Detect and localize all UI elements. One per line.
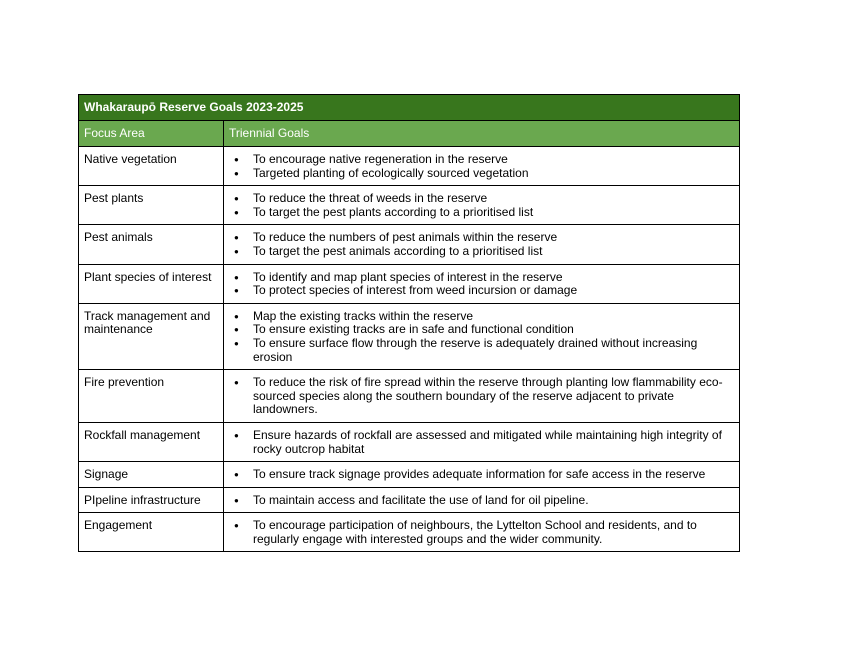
- table-title: Whakaraupō Reserve Goals 2023-2025: [79, 95, 740, 121]
- table-row: [79, 462, 740, 488]
- focus-area-cell: Pest plants: [79, 186, 224, 225]
- goal-list: [234, 519, 734, 546]
- focus-area-cell: Engagement: [79, 513, 224, 552]
- table-header-row: [79, 121, 740, 147]
- goal-item: ● To target the pest plants according to a prioritised list: [234, 206, 734, 220]
- focus-area-cell: Pest animals: [79, 225, 224, 264]
- goal-item: ● To target the pest animals according to a prioritised list: [234, 245, 734, 259]
- table-row: [79, 303, 740, 369]
- table-row: [79, 225, 740, 264]
- goal-list: [234, 271, 734, 298]
- table-title-row: [79, 95, 740, 121]
- goal-list: [234, 192, 734, 219]
- goal-item: ● To identify and map plant species of interest in the reserve: [234, 271, 734, 285]
- goals-cell: [224, 487, 740, 513]
- goals-cell: [224, 264, 740, 303]
- goal-list: [234, 376, 734, 417]
- table-row: [79, 513, 740, 552]
- goal-item: ● Ensure hazards of rockfall are assessed and mitigated while maintaining high integrity of rocky outcrop habitat: [234, 429, 734, 456]
- table-body: [79, 147, 740, 552]
- goal-list: [234, 494, 734, 508]
- header-focus-area: Focus Area: [79, 121, 224, 147]
- focus-area-cell: PIpeline infrastructure: [79, 487, 224, 513]
- goals-cell: [224, 147, 740, 186]
- table-row: [79, 370, 740, 423]
- table-row: [79, 264, 740, 303]
- goal-item: ● To protect species of interest from weed incursion or damage: [234, 284, 734, 298]
- goal-list: [234, 429, 734, 456]
- table-row: [79, 422, 740, 461]
- focus-area-cell: Native vegetation: [79, 147, 224, 186]
- goal-item: ● To maintain access and facilitate the use of land for oil pipeline.: [234, 494, 734, 508]
- focus-area-cell: Plant species of interest: [79, 264, 224, 303]
- goals-cell: [224, 186, 740, 225]
- header-triennial-goals: Triennial Goals: [224, 121, 740, 147]
- goal-item: ● To ensure track signage provides adequate information for safe access in the reserve: [234, 468, 734, 482]
- table-row: [79, 487, 740, 513]
- goals-cell: [224, 303, 740, 369]
- goals-cell: [224, 422, 740, 461]
- goal-item: ● To ensure surface flow through the reserve is adequately drained without increasing erosion: [234, 337, 734, 364]
- goal-item: ● To reduce the numbers of pest animals within the reserve: [234, 231, 734, 245]
- goals-cell: [224, 513, 740, 552]
- focus-area-cell: Track management and maintenance: [79, 303, 224, 369]
- goals-cell: [224, 370, 740, 423]
- focus-area-cell: Signage: [79, 462, 224, 488]
- goal-list: [234, 231, 734, 258]
- goal-item: ● To encourage native regeneration in the reserve: [234, 153, 734, 167]
- goals-cell: [224, 225, 740, 264]
- goal-item: ● To reduce the risk of fire spread within the reserve through planting low flammability eco-sourced species along the southern boundary of the reserve adjacent to private landowners.: [234, 376, 734, 417]
- table-row: [79, 186, 740, 225]
- goal-item: ● Targeted planting of ecologically sourced vegetation: [234, 167, 734, 181]
- goal-item: ● To ensure existing tracks are in safe and functional condition: [234, 323, 734, 337]
- table-row: [79, 147, 740, 186]
- goal-item: ● Map the existing tracks within the reserve: [234, 310, 734, 324]
- goals-cell: [224, 462, 740, 488]
- goal-list: [234, 468, 734, 482]
- goal-item: ● To reduce the threat of weeds in the reserve: [234, 192, 734, 206]
- focus-area-cell: Rockfall management: [79, 422, 224, 461]
- goal-list: [234, 310, 734, 364]
- focus-area-cell: Fire prevention: [79, 370, 224, 423]
- goal-item: ● To encourage participation of neighbours, the Lyttelton School and residents, and to regularly engage with interested groups and the wider community.: [234, 519, 734, 546]
- goal-list: [234, 153, 734, 180]
- reserve-goals-table: [78, 94, 740, 552]
